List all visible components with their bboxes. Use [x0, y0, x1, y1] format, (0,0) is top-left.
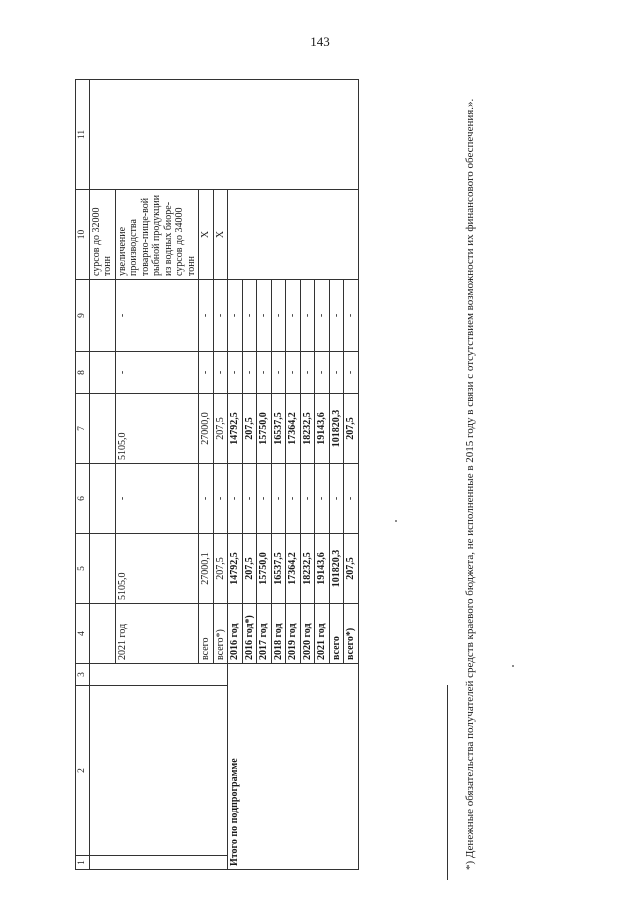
col-num: 3: [76, 664, 90, 686]
scan-speck: [395, 520, 397, 522]
col-num: 7: [76, 394, 90, 464]
subtotal-title: Итого по подпрограмме: [228, 664, 359, 870]
footnote-rule: [447, 685, 448, 880]
col-num: 9: [76, 280, 90, 352]
column-number-row: [76, 80, 90, 870]
col-num: 11: [76, 80, 90, 190]
budget-table: [75, 79, 359, 870]
goal-continuation-row: [89, 80, 115, 870]
subtotal-row: Итого по подпрограмме 2016 год 14792,5 - 14792,5 - -: [228, 80, 243, 870]
subtotal-row: всего 101820,3 - 101820,3 - -: [329, 80, 344, 870]
page-number: 143: [310, 34, 330, 49]
subtotal-row: 2016 год*) 207,5 - 207,5 - -: [242, 80, 257, 870]
subtotal-row: всего*) 207,5 - 207,5 - -: [344, 80, 359, 870]
table-row: всего 27000,1 - 27000,0 - - X: [199, 80, 214, 870]
scan-speck: [512, 665, 514, 667]
footnote-block: [463, 70, 513, 870]
table-row: всего*) 207,5 - 207,5 - - X: [213, 80, 228, 870]
col-num: 2: [76, 686, 90, 856]
subtotal-row: 2019 год 17364,2 - 17364,2 - -: [286, 80, 301, 870]
goal-text: увеличение производства товарно-пище-вой рыбной продукции из водных биоре-сурсов до 34000 тонн: [115, 190, 199, 280]
subtotal-row: 2018 год 16537,5 - 16537,5 - -: [271, 80, 286, 870]
footnote-text: *) Денежные обязательства получателей средств краевого бюджета, не исполненные в 2015 году в связи с отсутствием возможности их финансового обеспечения.».: [464, 98, 476, 870]
rotated-table-sheet: [75, 80, 455, 870]
col-num: 1: [76, 856, 90, 870]
year-cell: 2021 год: [115, 604, 199, 664]
subtotal-row: 2021 год 19143,6 - 19143,6 - -: [315, 80, 330, 870]
subtotal-row: 2017 год 15750,0 - 15750,0 - -: [257, 80, 272, 870]
col-num: 8: [76, 352, 90, 394]
col-num: 10: [76, 190, 90, 280]
subtotal-row: 2020 год 18232,5 - 18232,5 - -: [300, 80, 315, 870]
table-row: 2021 год 5105,0 - 5105,0 - - увеличение производства товарно-пище-вой рыбной продукции из водных биоре-сурсов до 34000 тонн: [115, 80, 199, 870]
col-num: 4: [76, 604, 90, 664]
goal-text: сурсов до 32000 тонн: [89, 190, 115, 280]
col-num: 6: [76, 464, 90, 534]
col-num: 5: [76, 534, 90, 604]
